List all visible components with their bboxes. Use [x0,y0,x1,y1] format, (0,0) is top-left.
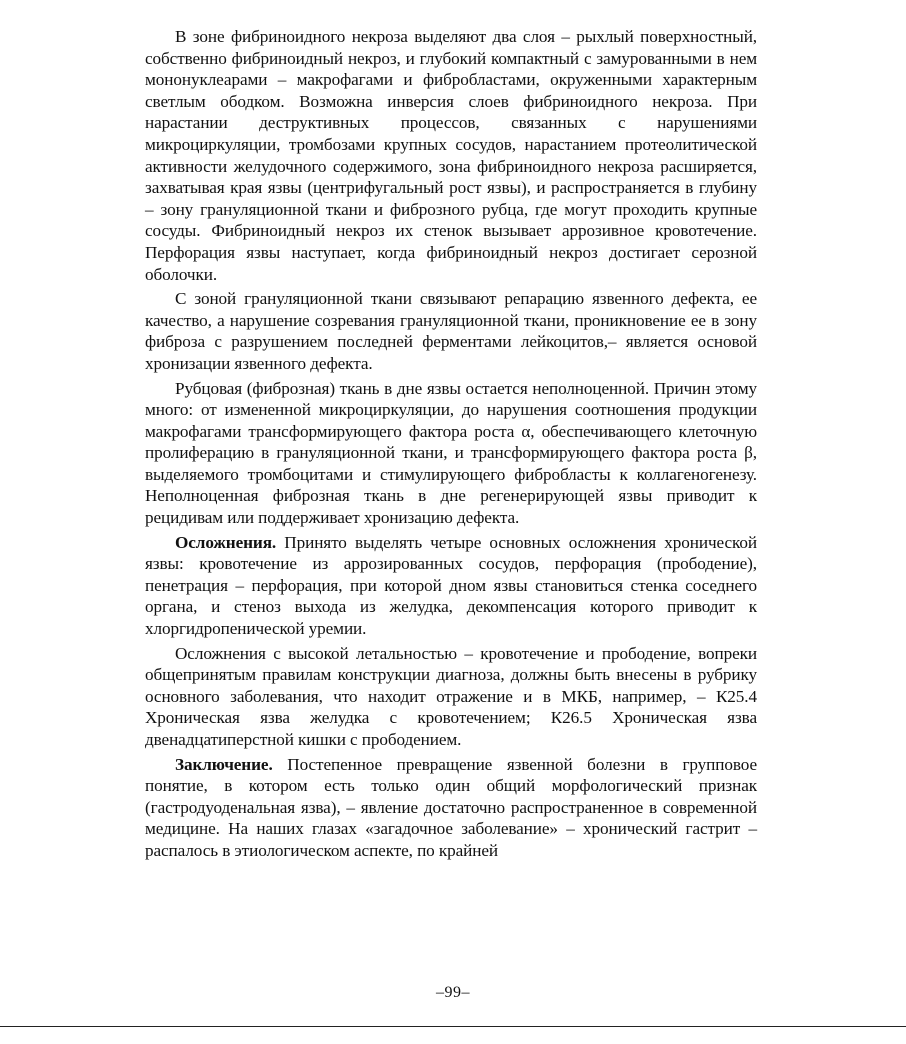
page-number: –99– [436,984,470,1001]
paragraph-lead-complications: Осложнения. [175,532,277,552]
paragraph-text: В зоне фибриноидного некроза выделяют два слоя – рыхлый поверхностный, собственно фибриноидный некроз, и глубокий компактный с замурованными в нем мононуклеарами – макрофагами и фибробластами, окруженными характерным светлым ободком. Возможна инверсия слоев фибриноидного некроза. При нарастании деструктивных процессов, связанных с нарушениями микроциркуляции, тромбозами крупных сосудов, нарастанием протеолитической активности желудочного содержимого, зона фибриноидного некроза расширяется, захватывая края язвы (центрифугальный рост язвы), и распространяется в глубину – зону грануляционной ткани и фиброзного рубца, где могут проходить крупные сосуды. Фибриноидный некроз их стенок вызывает аррозивное кровотечение. Перфорация язвы наступает, когда фибриноидный некроз достигает серозной оболочки. [145,27,757,284]
paragraph-fibrinoid-necrosis [145,26,757,285]
paragraph-text: Рубцовая (фиброзная) ткань в дне язвы остается неполноценной. Причин этому много: от измененной микроциркуляции, до нарушения соотношения продукции макрофагами трансформирующего фактора роста α, обеспечивающего клеточную пролиферацию в грануляционной ткани, и трансформирующего фактора роста β, выделяемого тромбоцитами и стимулирующего фибробласты к коллагеногенезу. Неполноценная фиброзная ткань в дне регенерирующей язвы приводит к рецидивам или поддерживает хронизацию дефекта. [145,378,757,528]
paragraph-lead-conclusion: Заключение. [175,754,273,774]
paragraph-high-mortality [145,643,757,751]
bottom-divider [0,1026,906,1027]
paragraph-text: Принято выделять четыре основных осложнения хронической язвы: кровотечение из аррозированных сосудов, перфорация (прободение), пенетрация – перфорация, при которой дном язвы становиться стенка соседнего органа, и стеноз выхода из желудка, декомпенсация которого приводит к хлоргидропенической уремии. [145,532,757,639]
page-body [145,26,757,862]
paragraph-conclusion [145,754,757,862]
paragraph-granulation-tissue [145,288,757,374]
paragraph-text: Постепенное превращение язвенной болезни в групповое понятие, в котором есть только один общий морфологический признак (гастродуоденальная язва), – явление достаточно распространенное в современной медицине. На наших глазах «загадочное заболевание» – хронический гастрит – распалось в этиологическом аспекте, по крайней [145,754,757,860]
paragraph-text: С зоной грануляционной ткани связывают репарацию язвенного дефекта, ее качество, а нарушение созревания грануляционной ткани, проникновение ее в зону фиброза с разрушением последней ферментами лейкоцитов,– является основой хронизации язвенного дефекта. [145,289,757,373]
paragraph-complications [145,532,757,640]
paragraph-scar-tissue [145,378,757,529]
paragraph-text: Осложнения с высокой летальностью – кровотечение и прободение, вопреки общепринятым правилам конструкции диагноза, должны быть внесены в рубрику основного заболевания, что находит отражение и в МКБ, например, – К25.4 Хроническая язва желудка с кровотечением; К26.5 Хроническая язва двенадцатиперстной кишки с прободением. [145,643,757,749]
